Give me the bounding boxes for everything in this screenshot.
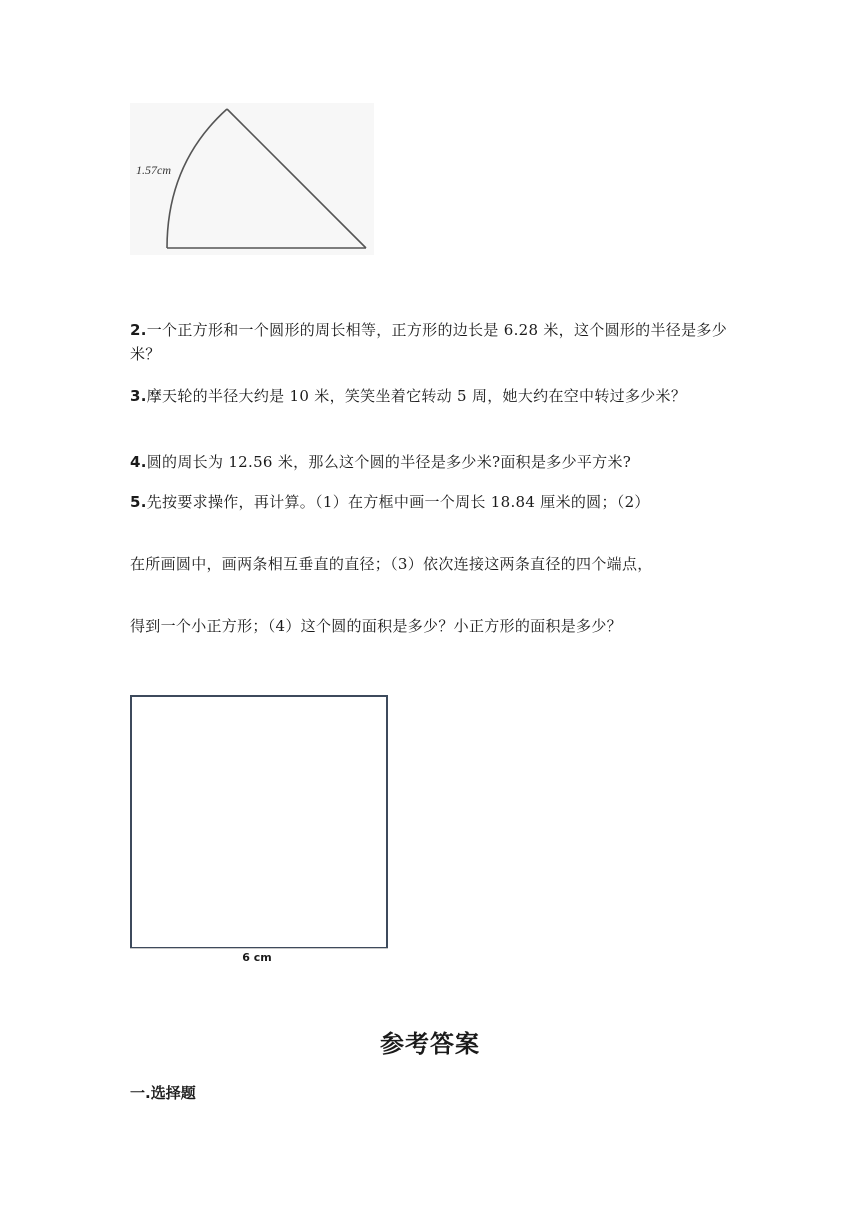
question-text: 先按要求操作，再计算。（1）在方框中画一个周长 18.84 厘米的圆；（2） [146,493,650,511]
question-4 [130,450,740,474]
question-number: 2. [130,321,147,339]
question-5-line-3: 得到一个小正方形；（4）这个圆的面积是多少？小正方形的面积是多少？ [130,617,622,635]
question-text: 摩天轮的半径大约是 10 米，笑笑坐着它转动 5 周，她大约在空中转过多少米？ [146,387,687,405]
question-text: 圆的周长为 12.56 米，那么这个圆的半径是多少米?面积是多少平方米? [146,453,632,471]
answers-title: 参考答案 [380,1030,480,1058]
sector-slant-edge [227,109,366,248]
section-title-choice: 一.选择题 [130,1084,196,1102]
sector-arc [167,109,227,248]
square-underline [130,948,388,949]
question-number: 5. [130,493,147,511]
question-2 [130,318,740,366]
question-number: 4. [130,453,147,471]
sector-drawing [130,103,374,255]
question-5-line-2: 在所画圆中，画两条相互垂直的直径；（3）依次连接这两条直径的四个端点， [130,555,653,573]
drawing-square-figure [130,695,388,970]
drawing-square-box[interactable] [130,695,388,949]
question-number: 3. [130,387,147,405]
question-text: 一个正方形和一个圆形的周长相等，正方形的边长是 6.28 米，这个圆形的半径是多少米？ [130,321,727,363]
sector-figure [130,103,374,255]
question-3 [130,384,740,408]
question-5 [130,490,650,514]
square-side-label: 6 cm [242,951,272,964]
arc-length-label: 1.57cm [136,163,171,177]
